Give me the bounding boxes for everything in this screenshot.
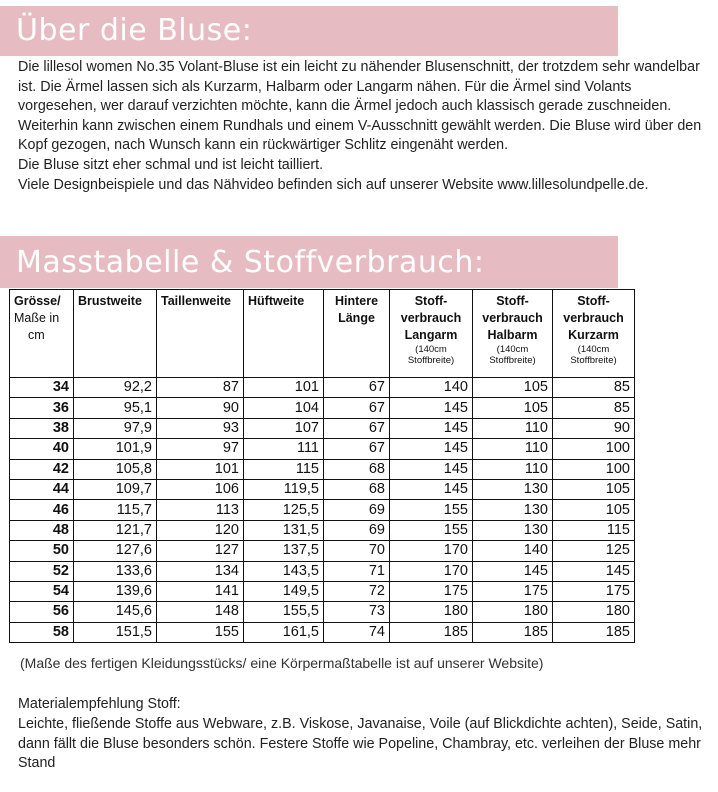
table-row (10, 459, 635, 479)
cell-size: 48 (10, 520, 74, 540)
cell-chest: 121,7 (74, 520, 157, 540)
cell-fabric-half: 130 (473, 479, 553, 499)
cell-waist: 93 (157, 418, 244, 438)
table-row (10, 479, 635, 499)
cell-fabric-short: 85 (553, 378, 635, 398)
cell-size: 54 (10, 581, 74, 601)
cell-back-length: 70 (324, 541, 390, 561)
cell-waist: 141 (157, 581, 244, 601)
cell-fabric-half: 110 (473, 459, 553, 479)
cell-back-length: 67 (324, 418, 390, 438)
cell-fabric-long: 180 (390, 602, 473, 622)
cell-hip: 107 (244, 418, 324, 438)
header-chest: Brustweite (74, 290, 157, 378)
cell-hip: 119,5 (244, 479, 324, 499)
cell-chest: 133,6 (74, 561, 157, 581)
intro-paragraph-1: Die lillesol women No.35 Volant-Bluse ist ein leicht zu nähender Blusenschnitt, der trotzdem sehr wandelbar ist. Die Ärmel lassen sich als Kurzarm, Halbarm oder Langarm nähen. Für die Ärmel sind Volants vorgesehen, wer darauf verzichten möchte, kann die Ärmel jedoch auch klassisch gerade zuschneiden. (18, 59, 700, 115)
cell-chest: 151,5 (74, 622, 157, 642)
section-banner-about (0, 6, 618, 56)
cell-size: 50 (10, 541, 74, 561)
cell-size: 38 (10, 418, 74, 438)
cell-size: 52 (10, 561, 74, 581)
cell-fabric-half: 105 (473, 378, 553, 398)
table-row (10, 581, 635, 601)
cell-back-length: 68 (324, 459, 390, 479)
table-row (10, 541, 635, 561)
cell-hip: 149,5 (244, 581, 324, 601)
cell-hip: 101 (244, 378, 324, 398)
cell-size: 36 (10, 398, 74, 418)
intro-paragraph-3: Die Bluse sitzt eher schmal und ist leicht tailliert. (18, 156, 324, 173)
table-row (10, 622, 635, 642)
cell-hip: 155,5 (244, 602, 324, 622)
cell-back-length: 74 (324, 622, 390, 642)
section-title-size-table: Masstabelle & Stoffverbrauch: (16, 245, 485, 280)
cell-fabric-long: 155 (390, 500, 473, 520)
header-fabric-long: Stoff- verbrauch Langarm (140cm Stoffbreite) (390, 290, 473, 378)
header-fabric-short: Stoff- verbrauch Kurzarm (140cm Stoffbreite) (553, 290, 635, 378)
cell-size: 44 (10, 479, 74, 499)
cell-fabric-short: 90 (553, 418, 635, 438)
cell-chest: 109,7 (74, 479, 157, 499)
table-row (10, 561, 635, 581)
cell-fabric-short: 180 (553, 602, 635, 622)
header-size: Grösse/ Maße in cm (10, 290, 74, 378)
cell-waist: 148 (157, 602, 244, 622)
cell-waist: 120 (157, 520, 244, 540)
intro-paragraph-2: Weiterhin kann zwischen einem Rundhals und einem V-Ausschnitt gewählt werden. Die Bluse wird über den Kopf gezogen, nach Wunsch kann ein rückwärtiger Schlitz eingenäht werden. (18, 117, 702, 154)
cell-chest: 105,8 (74, 459, 157, 479)
table-row (10, 418, 635, 438)
cell-fabric-short: 85 (553, 398, 635, 418)
cell-back-length: 67 (324, 398, 390, 418)
cell-chest: 139,6 (74, 581, 157, 601)
cell-size: 42 (10, 459, 74, 479)
header-waist: Taillenweite (157, 290, 244, 378)
cell-waist: 113 (157, 500, 244, 520)
cell-hip: 131,5 (244, 520, 324, 540)
cell-size: 46 (10, 500, 74, 520)
cell-fabric-long: 140 (390, 378, 473, 398)
cell-fabric-short: 115 (553, 520, 635, 540)
cell-chest: 145,6 (74, 602, 157, 622)
table-row (10, 602, 635, 622)
table-row (10, 439, 635, 459)
cell-back-length: 68 (324, 479, 390, 499)
cell-chest: 95,1 (74, 398, 157, 418)
table-header-row (10, 290, 635, 378)
cell-fabric-long: 145 (390, 439, 473, 459)
header-back-length: Hintere Länge (324, 290, 390, 378)
cell-chest: 115,7 (74, 500, 157, 520)
cell-fabric-short: 105 (553, 479, 635, 499)
cell-back-length: 69 (324, 500, 390, 520)
cell-hip: 161,5 (244, 622, 324, 642)
cell-waist: 155 (157, 622, 244, 642)
cell-back-length: 73 (324, 602, 390, 622)
material-text: Leichte, fließende Stoffe aus Webware, z.B. Viskose, Javanaise, Voile (auf Blickdichte achten), Seide, Satin, dann fällt die Bluse besonders schön. Festere Stoffe wie Popeline, Chambray, etc. verleihen der Bluse mehr Stand (18, 716, 703, 772)
cell-back-length: 67 (324, 378, 390, 398)
cell-fabric-long: 155 (390, 520, 473, 540)
cell-hip: 125,5 (244, 500, 324, 520)
cell-fabric-short: 100 (553, 439, 635, 459)
cell-chest: 92,2 (74, 378, 157, 398)
cell-fabric-long: 175 (390, 581, 473, 601)
cell-fabric-short: 175 (553, 581, 635, 601)
table-row (10, 520, 635, 540)
cell-fabric-half: 110 (473, 418, 553, 438)
cell-waist: 134 (157, 561, 244, 581)
cell-size: 34 (10, 378, 74, 398)
cell-fabric-long: 145 (390, 479, 473, 499)
cell-back-length: 69 (324, 520, 390, 540)
cell-fabric-half: 145 (473, 561, 553, 581)
cell-chest: 97,9 (74, 418, 157, 438)
cell-fabric-short: 145 (553, 561, 635, 581)
cell-fabric-half: 175 (473, 581, 553, 601)
cell-fabric-half: 130 (473, 500, 553, 520)
cell-fabric-short: 100 (553, 459, 635, 479)
section-title-about: Über die Bluse: (16, 13, 253, 48)
intro-paragraph-4: Viele Designbeispiele und das Nähvideo befinden sich auf unserer Website www.lillesolundpelle.de. (18, 176, 649, 193)
cell-back-length: 72 (324, 581, 390, 601)
cell-fabric-half: 105 (473, 398, 553, 418)
size-table (9, 289, 635, 643)
cell-chest: 127,6 (74, 541, 157, 561)
cell-fabric-short: 105 (553, 500, 635, 520)
table-note: (Maße des fertigen Kleidungsstücks/ eine Körpermaßtabelle ist auf unserer Website) (20, 655, 544, 671)
cell-fabric-half: 130 (473, 520, 553, 540)
intro-text (18, 58, 708, 195)
cell-fabric-long: 145 (390, 418, 473, 438)
cell-fabric-long: 170 (390, 561, 473, 581)
cell-fabric-short: 125 (553, 541, 635, 561)
cell-fabric-long: 145 (390, 398, 473, 418)
cell-back-length: 67 (324, 439, 390, 459)
material-title: Materialempfehlung Stoff: (18, 696, 181, 712)
cell-back-length: 71 (324, 561, 390, 581)
table-row (10, 378, 635, 398)
header-fabric-half: Stoff- verbrauch Halbarm (140cm Stoffbreite) (473, 290, 553, 378)
cell-waist: 87 (157, 378, 244, 398)
cell-hip: 137,5 (244, 541, 324, 561)
cell-waist: 90 (157, 398, 244, 418)
cell-waist: 127 (157, 541, 244, 561)
cell-fabric-short: 185 (553, 622, 635, 642)
cell-fabric-half: 185 (473, 622, 553, 642)
cell-fabric-half: 180 (473, 602, 553, 622)
cell-hip: 104 (244, 398, 324, 418)
cell-fabric-long: 170 (390, 541, 473, 561)
cell-fabric-long: 185 (390, 622, 473, 642)
cell-fabric-half: 140 (473, 541, 553, 561)
cell-fabric-half: 110 (473, 439, 553, 459)
table-row (10, 500, 635, 520)
cell-waist: 101 (157, 459, 244, 479)
cell-hip: 143,5 (244, 561, 324, 581)
cell-fabric-long: 145 (390, 459, 473, 479)
header-hip: Hüftweite (244, 290, 324, 378)
section-banner-size-table (0, 236, 618, 288)
cell-chest: 101,9 (74, 439, 157, 459)
cell-hip: 111 (244, 439, 324, 459)
cell-waist: 106 (157, 479, 244, 499)
cell-hip: 115 (244, 459, 324, 479)
cell-size: 58 (10, 622, 74, 642)
cell-waist: 97 (157, 439, 244, 459)
cell-size: 56 (10, 602, 74, 622)
table-row (10, 398, 635, 418)
cell-size: 40 (10, 439, 74, 459)
